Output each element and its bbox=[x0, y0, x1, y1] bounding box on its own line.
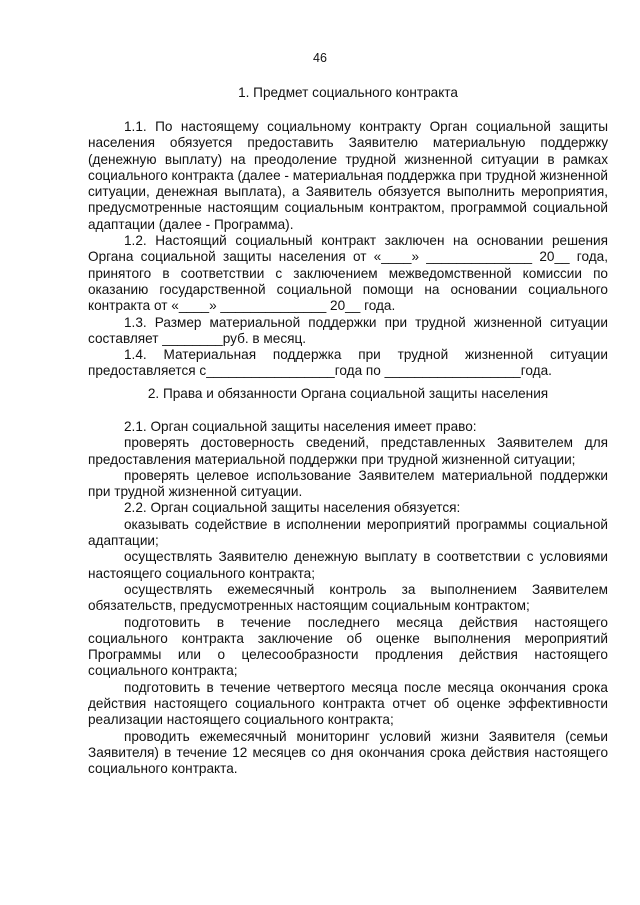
paragraph-1-2: 1.2. Настоящий социальный контракт заключен на основании решения Органа социальной защиты населения от «____» ______________ 20__ года, принятого в соответствии с заключением межведомственной комиссии по оказанию государственной социальной помощи на основании социального контракта от «____» ______________ 20__ года. bbox=[88, 233, 608, 314]
paragraph-1-3: 1.3. Размер материальной поддержки при трудной жизненной ситуации составляет ________руб. в месяц. bbox=[88, 314, 608, 346]
page-number: 46 bbox=[313, 51, 327, 65]
paragraph-2-2-f: проводить ежемесячный мониторинг условий жизни Заявителя (семьи Заявителя) в течение 12 месяцев со дня окончания срока действия настоящего социального контракта. bbox=[88, 728, 608, 777]
paragraph-2-2: 2.2. Орган социальной защиты населения обязуется: bbox=[124, 500, 461, 516]
section-1-title: 1. Предмет социального контракта bbox=[238, 85, 458, 100]
paragraph-2-2-b: осуществлять Заявителю денежную выплату в соответствии с условиями настоящего социального контракта; bbox=[88, 549, 608, 581]
section-2-body bbox=[88, 419, 608, 778]
paragraph-2-1-b: проверять целевое использование Заявителем материальной поддержки при трудной жизненной ситуации. bbox=[88, 467, 608, 500]
paragraph-2-2-a: оказывать содействие в исполнении мероприятий программы социальной адаптации; bbox=[88, 516, 608, 549]
section-1-body bbox=[88, 119, 608, 380]
paragraph-1-4: 1.4. Материальная поддержка при трудной жизненной ситуации предоставляется с_________________года по __________________года. bbox=[88, 347, 608, 379]
paragraph-2-1-a: проверять достоверность сведений, представленных Заявителем для предоставления материальной поддержки при трудной жизненной ситуации; bbox=[88, 435, 608, 467]
paragraph-1-1: 1.1. По настоящему социальному контракту Орган социальной защиты населения обязуется предоставить Заявителю материальную поддержку (денежную выплату) на преодоление трудной жизненной ситуации в рамках социального контракта (далее - материальная поддержка при трудной жизненной ситуации, денежная выплата), а Заявитель обязуется выполнить мероприятия, предусмотренные настоящим социальным контрактом, программой социальной адаптации (далее - Программа). bbox=[88, 119, 608, 232]
paragraph-2-2-e: подготовить в течение четвертого месяца после месяца окончания срока действия настоящего социального контракта отчет об оценке эффективности реализации настоящего социального контракта; bbox=[88, 679, 608, 728]
paragraph-2-2-c: осуществлять ежемесячный контроль за выполнением Заявителем обязательств, предусмотренных настоящим социальным контрактом; bbox=[88, 581, 608, 614]
paragraph-2-1: 2.1. Орган социальной защиты населения имеет право: bbox=[124, 419, 477, 434]
paragraph-2-2-d: подготовить в течение последнего месяца действия настоящего социального контракта заключение об оценке выполнения мероприятий Программы или о целесообразности продления действия настоящего социального контракта; bbox=[88, 614, 608, 679]
section-2-title: 2. Права и обязанности Органа социальной защиты населения bbox=[147, 386, 549, 401]
